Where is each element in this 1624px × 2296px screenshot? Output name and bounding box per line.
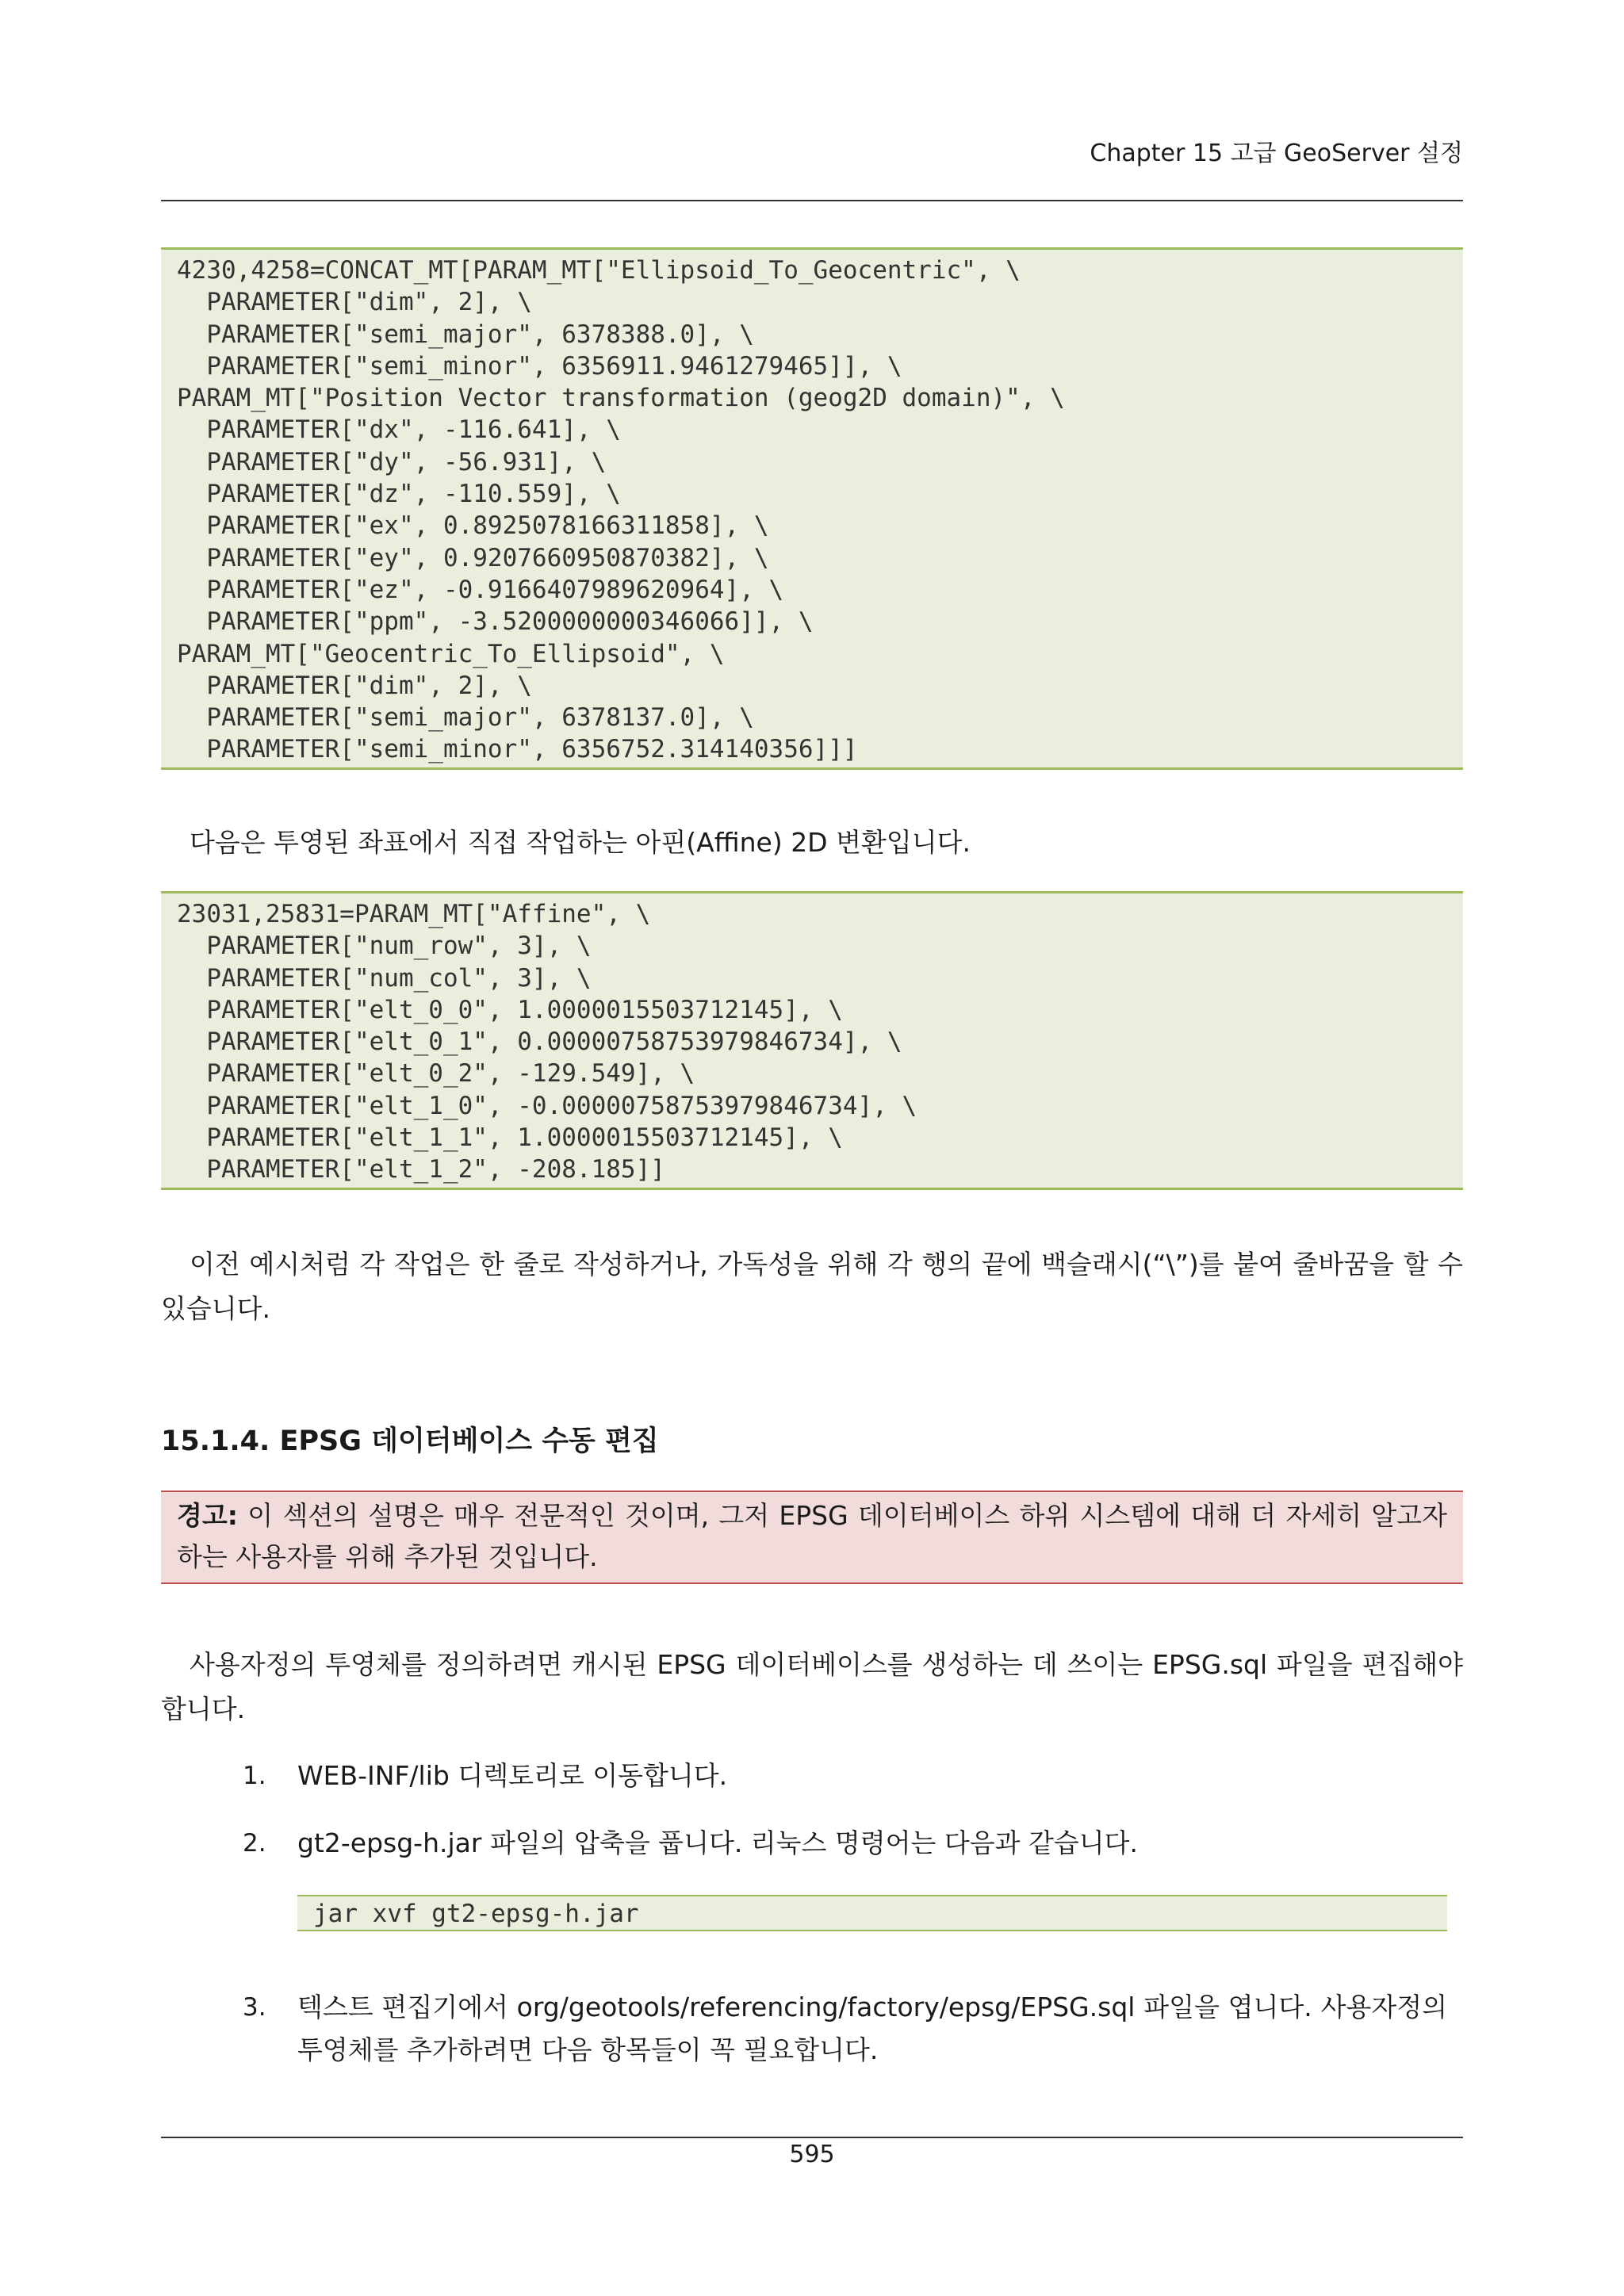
warning-label: 경고: xyxy=(177,1500,238,1531)
running-header: Chapter 15 고급 GeoServer 설정 xyxy=(1090,140,1463,167)
step-text: WEB-INF/lib 디렉토리로 이동합니다. xyxy=(297,1760,728,1791)
paragraph-epsg-sql: 사용자정의 투영체를 정의하려면 캐시된 EPSG 데이터베이스를 생성하는 데 쓰이는 EPSG.sql 파일을 편집해야 합니다. xyxy=(161,1649,1463,1724)
paragraph-affine-intro: 다음은 투영된 좌표에서 직접 작업하는 아핀(Affine) 2D 변환입니다. xyxy=(190,827,971,858)
page-number: 595 xyxy=(789,2141,835,2168)
code-jar-command: jar xvf gt2-epsg-h.jar xyxy=(297,1895,1447,1931)
step-text: 텍스트 편집기에서 org/geotools/referencing/factory/epsg/EPSG.sql 파일을 엽니다. 사용자정의 투영체를 추가하려면 다음 항목들이 꼭 필요합니다. xyxy=(297,1992,1447,2065)
code-block-affine: 23031,25831=PARAM_MT["Affine", \ PARAMETER["num_row", 3], \ PARAMETER["num_col", 3], \ PARAMETER["elt_0_0", 1.0000015503712145], \ PARAMETER["elt_0_1", 0.00000758753979846734], \ PARAMETER["elt_0_2", -129.549], \ PARAMETER["elt_1_0", -0.00000758753979846734], \ PARAMETER["elt_1_1", 1.0000015503712145], \ PARAMETER["elt_1_2", -208.185]] xyxy=(161,891,1463,1190)
step-number: 2. xyxy=(243,1829,266,1858)
step-number: 1. xyxy=(243,1762,266,1790)
header-rule xyxy=(161,200,1463,201)
warning-text: 이 섹션의 설명은 매우 전문적인 것이며, 그저 EPSG 데이터베이스 하위 시스템에 대해 더 자세히 알고자 하는 사용자를 위해 추가된 것입니다. xyxy=(177,1500,1447,1572)
section-heading: 15.1.4. EPSG 데이터베이스 수동 편집 xyxy=(161,1425,659,1457)
paragraph-line-break-note: 이전 예시처럼 각 작업은 한 줄로 작성하거나, 가독성을 위해 각 행의 끝에 백슬래시(“\”)를 붙여 줄바꿈을 할 수 있습니다. xyxy=(161,1249,1463,1324)
warning-box xyxy=(161,1490,1463,1584)
step-number: 3. xyxy=(243,1993,266,2022)
code-block-concat-mt: 4230,4258=CONCAT_MT[PARAM_MT["Ellipsoid_To_Geocentric", \ PARAMETER["dim", 2], \ PARAMETER["semi_major", 6378388.0], \ PARAMETER["semi_minor", 6356911.9461279465]], \ PARAM_MT["Position Vector transformation (geog2D domain)", \ PARAMETER["dx", -116.641], \ PARAMETER["dy", -56.931], \ PARAMETER["dz", -110.559], \ PARAMETER["ex", 0.8925078166311858], \ PARAMETER["ey", 0.9207660950870382], \ PARAMETER["ez", -0.9166407989620964], \ PARAMETER["ppm", -3.5200000000346066]], \ PARAM_MT["Geocentric_To_Ellipsoid", \ PARAMETER["dim", 2], \ PARAMETER["semi_major", 6378137.0], \ PARAMETER["semi_minor", 6356752.314140356]]] xyxy=(161,247,1463,770)
footer-rule xyxy=(161,2137,1463,2138)
step-text: gt2-epsg-h.jar 파일의 압축을 풉니다. 리눅스 명령어는 다음과 같습니다. xyxy=(297,1827,1139,1858)
